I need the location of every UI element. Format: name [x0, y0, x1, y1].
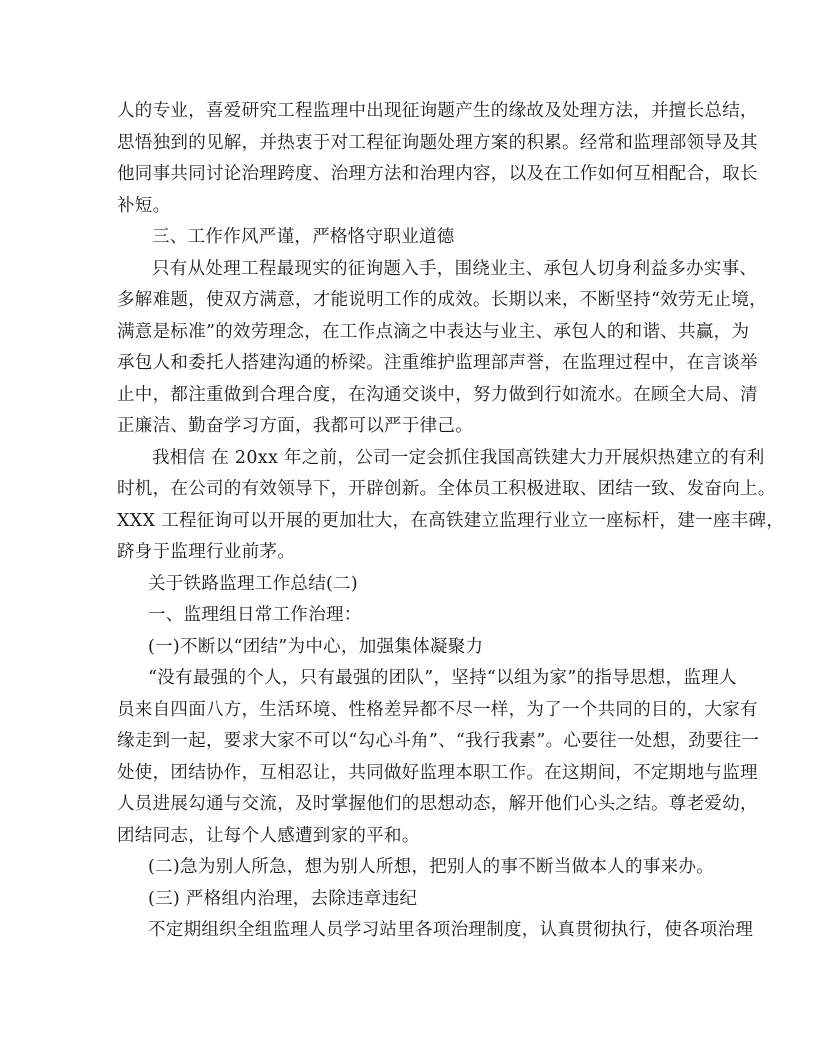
- subsection-heading: (一)不断以“团结”为中心，加强集体凝聚力: [148, 636, 484, 657]
- paragraph-line: 只有从处理工程最现实的征询题入手，围绕业主、承包人切身利益多办实事、: [152, 258, 758, 279]
- paragraph-line: 思悟独到的见解，并热衷于对工程征询题处理方案的积累。经常和监理部领导及其: [117, 132, 758, 153]
- paragraph-line: “没有最强的个人，只有最强的团队”，坚持“以组为家”的指导思想，监理人: [148, 668, 737, 688]
- subsection-heading: (二)急为别人所急，想为别人所想，把别人的事不断当做本人的事来办。: [148, 857, 715, 877]
- paragraph-line: 我相信 在 20xx 年之前，公司一定会抓住我国高铁建大力开展炽热建立的有利: [152, 447, 765, 468]
- paragraph-line: 人的专业，喜爱研究工程监理中出现征询题产生的缘故及处理方法，并擅长总结，: [117, 101, 758, 121]
- paragraph-line: XXX 工程征询可以开展的更加壮大，在高铁建立监理行业立一座标杆，建一座丰碑，: [117, 510, 785, 531]
- paragraph-line: 团结同志，让每个人感遭到家的平和。: [117, 825, 420, 846]
- paragraph-line: 不定期组织全组监理人员学习站里各项治理制度，认真贯彻执行，使各项治理: [148, 920, 754, 940]
- section-heading: 一、监理组日常工作治理：: [148, 605, 362, 625]
- document-title: 关于铁路监理工作总结(二): [148, 573, 359, 594]
- paragraph-line: 正廉洁、勤奋学习方面，我都可以严于律己。: [117, 416, 473, 436]
- paragraph-line: 补短。: [117, 195, 171, 216]
- paragraph-line: 止中，都注重做到合理合度，在沟通交谈中，努力做到行如流水。在顾全大局、清: [117, 384, 758, 405]
- paragraph-line: 时机，在公司的有效领导下，开辟创新。全体员工积极进取、团结一致、发奋向上。: [117, 479, 776, 499]
- paragraph-line: 缘走到一起，要求大家不可以“勾心斗角”、“我行我素”。心要往一处想，劲要往一: [117, 731, 760, 751]
- paragraph-line: 处使，团结协作，互相忍让，共同做好监理本职工作。在这期间，不定期地与监理: [117, 762, 758, 783]
- paragraph-line: 人员进展勾通与交流，及时掌握他们的思想动态，解开他们心头之结。尊老爱幼，: [117, 794, 758, 814]
- paragraph-line: 跻身于监理行业前茅。: [117, 542, 295, 562]
- paragraph-line: 员来自四面八方，生活环境、性格差异都不尽一样，为了一个共同的目的，大家有: [117, 699, 758, 720]
- paragraph-line: 承包人和委托人搭建沟通的桥梁。注重维护监理部声誉，在监理过程中，在言谈举: [117, 353, 758, 373]
- paragraph-line: 他同事共同讨论治理跨度、治理方法和治理内容，以及在工作如何互相配合，取长: [117, 164, 758, 184]
- section-heading: 三、工作作风严谨，严格恪守职业道德: [152, 227, 455, 247]
- paragraph-line: 满意是标准”的效劳理念，在工作点滴之中表达与业主、承包人的和谐、共赢，为: [117, 321, 750, 342]
- document-body: [117, 96, 785, 947]
- paragraph-line: 多解难题，使双方满意，才能说明工作的成效。长期以来，不断坚持“效劳无止境，: [117, 290, 768, 310]
- subsection-heading: (三) 严格组内治理，去除违章违纪: [148, 888, 418, 909]
